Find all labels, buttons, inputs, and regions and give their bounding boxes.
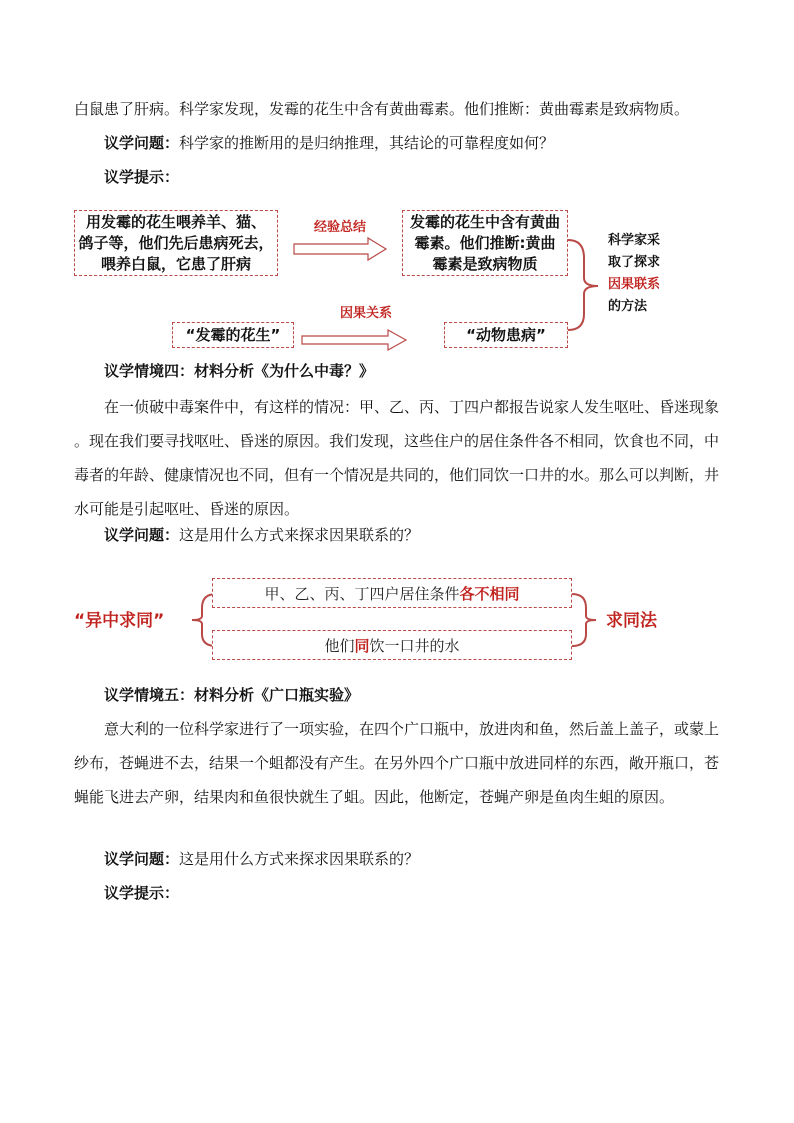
diagram2-right-bracket: [570, 590, 600, 650]
diagram1-cause-box: “发霉的花生”: [172, 322, 294, 348]
diagram2-left-label: “异中求同”: [74, 611, 165, 631]
diagram1-right-line: 发霉的花生中含有黄曲: [409, 212, 560, 231]
side-line: 取了探求: [608, 255, 661, 270]
diagram1-right-line: 霉素是致病物质: [432, 254, 538, 273]
question-3: [74, 842, 722, 876]
diagram2-top-text: 甲、乙、丙、丁四户居住条件: [264, 584, 460, 603]
question-1-text: 科学家的推断用的是归纳推理，其结论的可靠程度如何？: [179, 134, 555, 152]
side-line: 科学家采: [608, 233, 661, 248]
diagram1-side-text: [608, 230, 660, 318]
diagram2-top-highlight: 各不相同: [459, 584, 520, 603]
question-1-label: 议学问题：: [104, 134, 180, 152]
diagram1-left-line: 鸽子等，他们先后患病死去，: [78, 233, 274, 252]
side-line-highlight: 因果联系: [608, 277, 661, 292]
diagram2-top-box: [212, 578, 572, 608]
side-line: 的方法: [608, 299, 648, 314]
diagram2-bottom-highlight: 同: [354, 636, 370, 655]
question-2: [74, 518, 722, 552]
diagram2-bottom-text-a: 他们: [324, 636, 355, 655]
diagram1-top-arrow-label: 经验总结: [314, 220, 367, 235]
right-arrow-icon: [292, 236, 388, 262]
diagram1-right-line: 霉素。他们推断:黄曲: [414, 233, 556, 252]
paragraph-intro: 白鼠患了肝病。科学家发现，发霉的花生中含有黄曲霉素。他们推断：黄曲霉素是致病物质。: [74, 100, 690, 118]
right-arrow-icon: [300, 328, 408, 352]
diagram2-bottom-text-b: 饮一口井的水: [369, 636, 460, 655]
question-2-label: 议学问题：: [104, 526, 180, 544]
question-2-text: 这是用什么方式来探求因果联系的？: [179, 526, 420, 544]
diagram1-effect-box: “动物患病”: [444, 322, 568, 348]
paragraph-scene5: 意大利的一位科学家进行了一项实验，在四个广口瓶中，放进肉和鱼，然后盖上盖子，或蒙上纱布，苍蝇进不去，结果一个蛆都没有产生。在另外四个广口瓶中放进同样的东西，敞开瓶口，苍蝇能飞进去产卵，结果肉和鱼很快就生了蛆。因此，他断定，苍蝇产卵是鱼肉生蛆的原因。: [74, 720, 720, 806]
scene4-title: 议学情境四：材料分析《为什么中毒？》: [104, 362, 375, 380]
question-3-text: 这是用什么方式来探求因果联系的？: [179, 850, 420, 868]
paragraph-scene4: 在一侦破中毒案件中，有这样的情况：甲、乙、丙、丁四户都报告说家人发生呕吐、昏迷现象 。现在我们要寻找呕吐、昏迷的原因。我们发现，这些住户的居住条件各不相同，饮食也不同，中毒者的年龄、健康情况也不同，但有一个情况是共同的，他们同饮一口井的水。那么可以判断，井水可能是引起呕吐、昏迷的原因。: [74, 398, 720, 518]
diagram2-right-label: 求同法: [606, 611, 657, 631]
hint-3: 议学提示：: [104, 884, 180, 902]
diagram1-bracket: [566, 238, 606, 332]
question-1: [74, 126, 722, 160]
diagram1-bottom-arrow-label: 因果关系: [340, 306, 393, 321]
question-3-label: 议学问题：: [104, 850, 180, 868]
diagram1-left-box: [74, 210, 278, 276]
diagram1-left-line: 喂养白鼠，它患了肝病: [100, 254, 251, 273]
hint-1: 议学提示：: [104, 168, 180, 186]
diagram2-bottom-box: [212, 630, 572, 660]
scene5-title: 议学情境五：材料分析《广口瓶实验》: [104, 686, 360, 704]
diagram1-right-box: [402, 210, 568, 276]
diagram1-left-line: 用发霉的花生喂养羊、猫、: [85, 212, 266, 231]
